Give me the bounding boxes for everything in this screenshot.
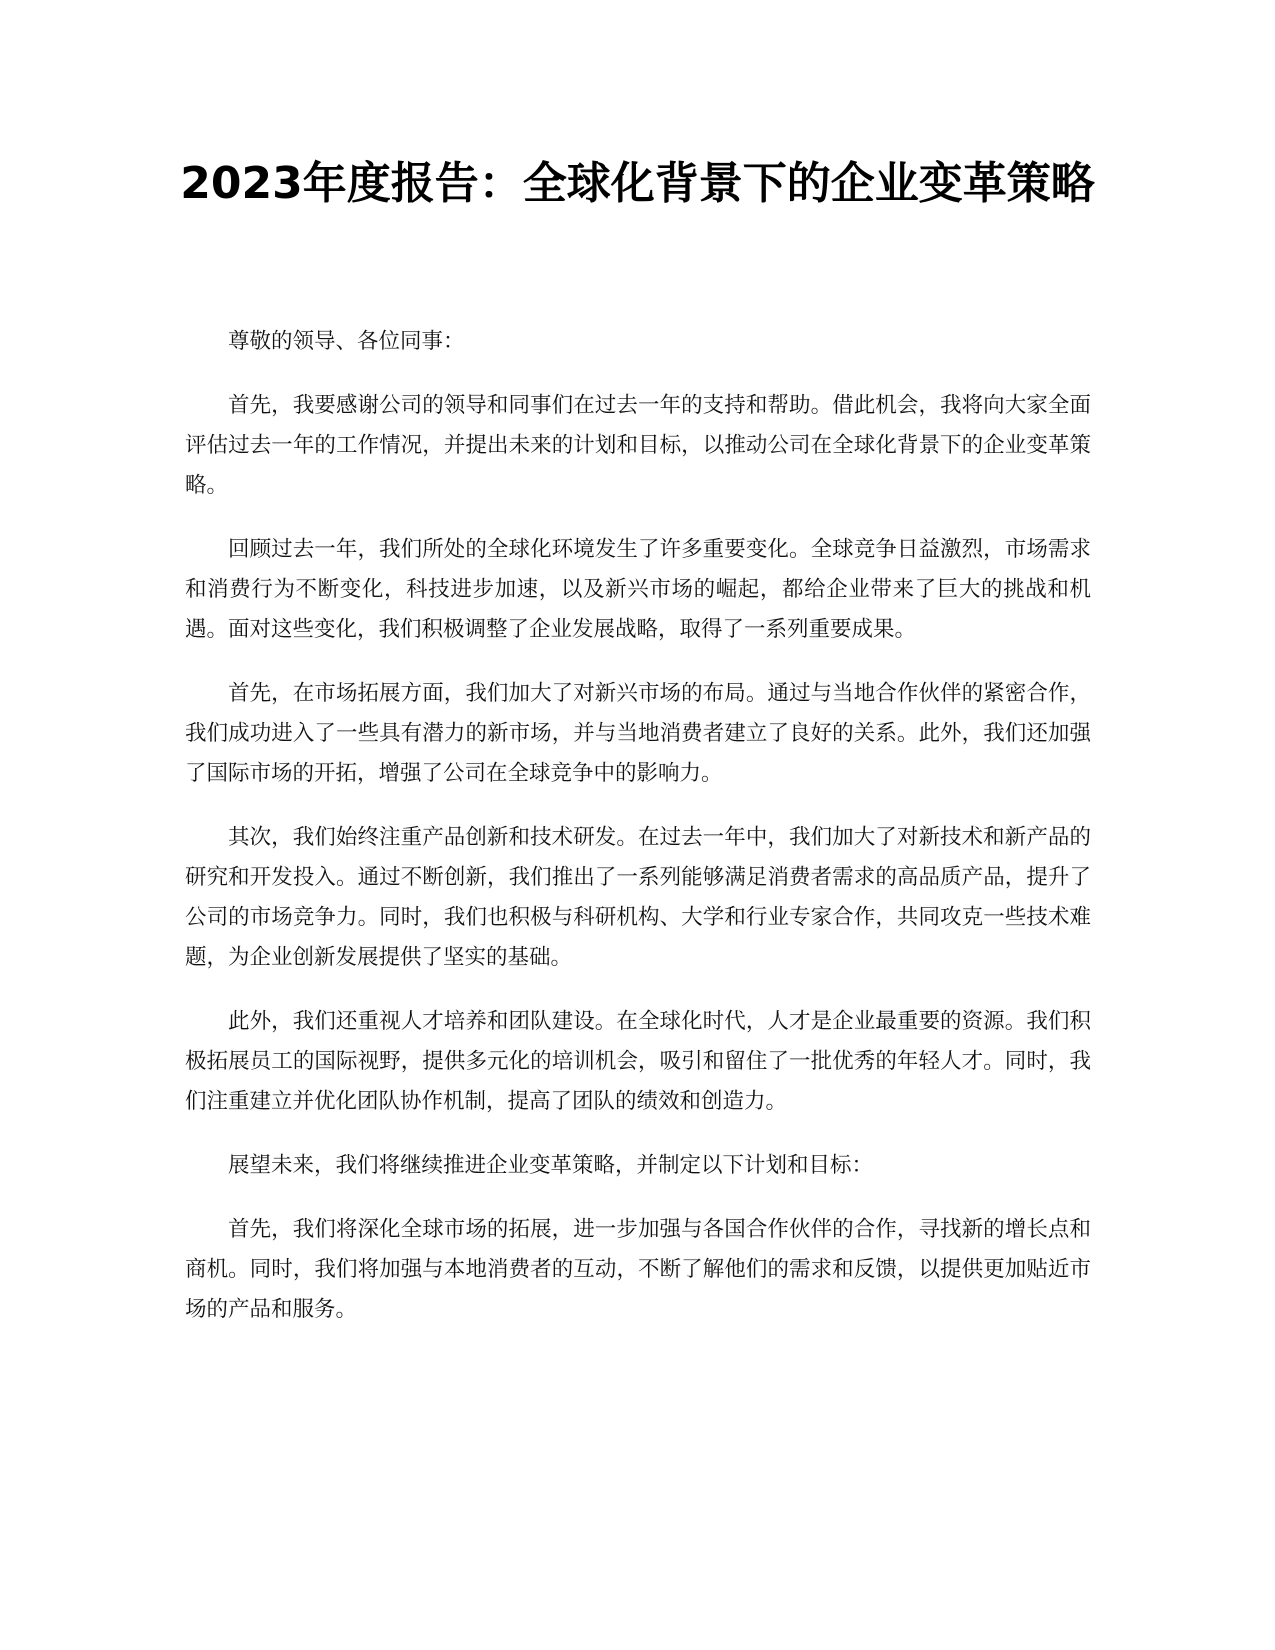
document-body bbox=[185, 322, 1091, 1354]
paragraph-plan-global: 首先，我们将深化全球市场的拓展，进一步加强与各国合作伙伴的合作，寻找新的增长点和商机。同时，我们将加强与本地消费者的互动，不断了解他们的需求和反馈，以提供更加贴近市场的产品和服务。 bbox=[185, 1217, 1091, 1322]
document-title: 2023年度报告：全球化背景下的企业变革策略 bbox=[180, 158, 1095, 209]
paragraph-salutation: 尊敬的领导、各位同事： bbox=[228, 329, 465, 354]
paragraph-market-expansion: 首先，在市场拓展方面，我们加大了对新兴市场的布局。通过与当地合作伙伴的紧密合作，我们成功进入了一些具有潜力的新市场，并与当地消费者建立了良好的关系。此外，我们还加强了国际市场的开拓，增强了公司在全球竞争中的影响力。 bbox=[185, 681, 1091, 786]
paragraph-outlook: 展望未来，我们将继续推进企业变革策略，并制定以下计划和目标： bbox=[228, 1153, 874, 1178]
paragraph-innovation: 其次，我们始终注重产品创新和技术研发。在过去一年中，我们加大了对新技术和新产品的研究和开发投入。通过不断创新，我们推出了一系列能够满足消费者需求的高品质产品，提升了公司的市场竞争力。同时，我们也积极与科研机构、大学和行业专家合作，共同攻克一些技术难题，为企业创新发展提供了坚实的基础。 bbox=[185, 825, 1091, 970]
paragraph-talent: 此外，我们还重视人才培养和团队建设。在全球化时代，人才是企业最重要的资源。我们积极拓展员工的国际视野，提供多元化的培训机会，吸引和留住了一批优秀的年轻人才。同时，我们注重建立并优化团队协作机制，提高了团队的绩效和创造力。 bbox=[185, 1009, 1091, 1114]
paragraph-intro: 首先，我要感谢公司的领导和同事们在过去一年的支持和帮助。借此机会，我将向大家全面评估过去一年的工作情况，并提出未来的计划和目标，以推动公司在全球化背景下的企业变革策略。 bbox=[185, 393, 1091, 498]
paragraph-review: 回顾过去一年，我们所处的全球化环境发生了许多重要变化。全球竞争日益激烈，市场需求和消费行为不断变化，科技进步加速，以及新兴市场的崛起，都给企业带来了巨大的挑战和机遇。面对这些变化，我们积极调整了企业发展战略，取得了一系列重要成果。 bbox=[185, 537, 1091, 642]
